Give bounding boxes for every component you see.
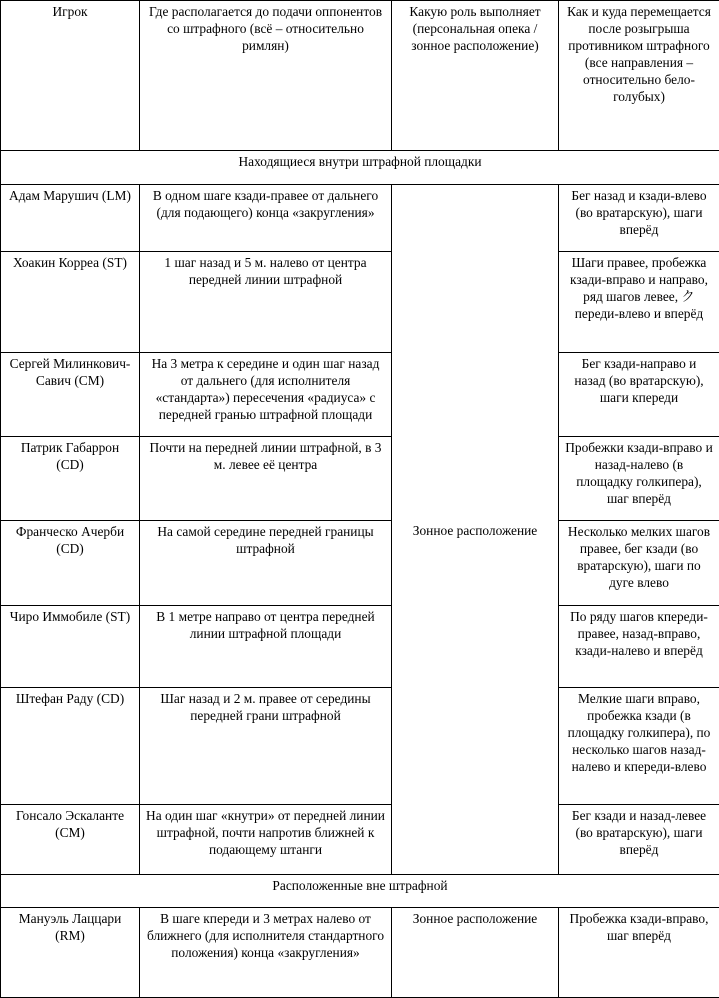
player-name: Патрик Габаррон (CD) (1, 437, 140, 521)
table-row (1, 437, 719, 521)
player-position: На 3 метра к середине и один шаг назад от дальнего (для исполнителя «стандарта») пересечения «радиуса» с передней гранью штрафной площади (140, 353, 392, 437)
player-position: В шаге кпереди и 3 метрах налево от ближнего (для исполнителя стандартного положения) конца «закругления» (140, 908, 392, 998)
player-name: Сергей Милинкович-Савич (CM) (1, 353, 140, 437)
player-position: В 1 метре направо от центра передней линии штрафной площади (140, 606, 392, 688)
player-position: Почти на передней линии штрафной, в 3 м. левее её центра (140, 437, 392, 521)
player-name: Мануэль Лаццари (RM) (1, 908, 140, 998)
table-row (1, 606, 719, 688)
player-position: 1 шаг назад и 5 м. налево от центра передней линии штрафной (140, 252, 392, 353)
header-position: Где располагается до подачи оппонентов со штрафного (всё – относительно римлян) (140, 1, 392, 151)
section-outside-title: Расположенные вне штрафной (1, 875, 719, 908)
player-movement: Несколько мелких шагов правее, бег кзади (во вратарскую), шаги по дуге влево (559, 521, 719, 606)
player-name: Хоакин Корреа (ST) (1, 252, 140, 353)
player-movement: Пробежки кзади-вправо и назад-налево (в площадку голкипера), шаг вперёд (559, 437, 719, 521)
player-role: Зонное расположение (392, 908, 559, 998)
player-name: Чиро Иммобиле (ST) (1, 606, 140, 688)
player-position: Шаг назад и 2 м. правее от середины передней грани штрафной (140, 688, 392, 805)
player-movement: Бег назад и кзади-влево (во вратарскую), шаги вперёд (559, 185, 719, 252)
header-role: Какую роль выполняет (персональная опека / зонное расположение) (392, 1, 559, 151)
header-player: Игрок (1, 1, 140, 151)
section-inside-title: Находящиеся внутри штрафной площадки (1, 151, 719, 185)
table-row (1, 688, 719, 805)
player-movement: Бег кзади-направо и назад (во вратарскую), шаги кпереди (559, 353, 719, 437)
table-row (1, 908, 719, 998)
player-movement: Шаги правее, пробежка кзади-вправо и направо, ряд шагов левее, クпереди-влево и вперёд (559, 252, 719, 353)
player-movement: Мелкие шаги вправо, пробежка кзади (в площадку голкипера), по несколько шагов назад-налево и кпереди-влево (559, 688, 719, 805)
player-movement: Бег кзади и назад-левее (во вратарскую), шаги вперёд (559, 805, 719, 875)
player-position: На один шаг «кнутри» от передней линии штрафной, почти напротив ближней к подающему штанги (140, 805, 392, 875)
player-position: На самой середине передней границы штрафной (140, 521, 392, 606)
player-movement: Пробежка кзади-вправо, шаг вперёд (559, 908, 719, 998)
role-inside: Зонное расположение (392, 185, 559, 875)
section-row-outside (1, 875, 719, 908)
table-row (1, 252, 719, 353)
table-row (1, 805, 719, 875)
player-name: Франческо Ачерби (CD) (1, 521, 140, 606)
player-name: Гонсало Эскаланте (CM) (1, 805, 140, 875)
player-position: В одном шаге кзади-правее от дальнего (для подающего) конца «закругления» (140, 185, 392, 252)
table-row (1, 353, 719, 437)
header-row (1, 1, 719, 151)
table-row (1, 521, 719, 606)
table-row (1, 185, 719, 252)
section-row-inside (1, 151, 719, 185)
player-movement: По ряду шагов кпереди-правее, назад-вправо, кзади-налево и вперёд (559, 606, 719, 688)
player-name: Штефан Раду (CD) (1, 688, 140, 805)
header-movement: Как и куда перемещается после розыгрыша противником штрафного (все направления – относительно бело-голубых) (559, 1, 719, 151)
player-name: Адам Марушич (LM) (1, 185, 140, 252)
